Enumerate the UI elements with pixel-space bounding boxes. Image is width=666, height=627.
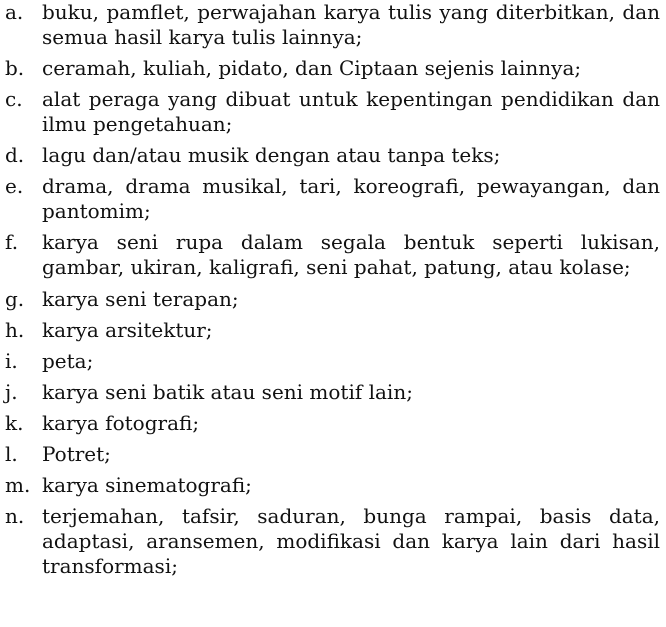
list-marker: f.	[5, 230, 19, 255]
list-marker: i.	[5, 348, 18, 373]
protected-works-list	[5, 0, 660, 579]
list-marker: h.	[5, 317, 25, 342]
list-item-text: drama, drama musikal, tari, koreografi, pewayangan, dan pantomim;	[42, 174, 660, 224]
list-item-text: ceramah, kuliah, pidato, dan Ciptaan sejenis lainnya;	[42, 56, 582, 81]
list-item-j	[5, 380, 660, 405]
list-item-text: buku, pamflet, perwajahan karya tulis yang diterbitkan, dan semua hasil karya tulis lainnya;	[42, 0, 660, 49]
list-item-text: Potret;	[42, 442, 111, 467]
list-item-c	[5, 87, 660, 137]
list-item-k	[5, 411, 660, 436]
list-item-g	[5, 287, 660, 312]
list-item-text: karya arsitektur;	[42, 317, 213, 342]
list-item-l	[5, 442, 660, 467]
list-item-d	[5, 143, 660, 168]
list-marker: e.	[5, 174, 24, 199]
list-marker: m.	[5, 473, 31, 498]
list-item-text: karya seni rupa dalam segala bentuk seperti lukisan, gambar, ukiran, kaligrafi, seni pahat, patung, atau kolase;	[42, 230, 660, 280]
list-marker: a.	[5, 0, 24, 24]
list-item-n	[5, 504, 660, 579]
list-item-text: karya sinematografi;	[42, 473, 252, 498]
list-item-text: karya fotografi;	[42, 410, 200, 435]
list-item-i	[5, 349, 660, 374]
list-item-f	[5, 230, 660, 280]
list-item-e	[5, 174, 660, 224]
list-item-a	[5, 0, 660, 50]
list-item-h	[5, 318, 660, 343]
list-item-m	[5, 473, 660, 498]
list-item-text: terjemahan, tafsir, saduran, bunga rampai, basis data, adaptasi, aransemen, modifikasi dan karya lain dari hasil transformasi;	[42, 504, 660, 579]
list-marker: g.	[5, 286, 25, 311]
list-marker: l.	[5, 442, 18, 467]
list-item-b	[5, 56, 660, 81]
list-marker: n.	[5, 504, 25, 529]
list-marker: k.	[5, 410, 24, 435]
list-item-text: alat peraga yang dibuat untuk kepentingan pendidikan dan ilmu pengetahuan;	[42, 87, 660, 137]
list-item-text: peta;	[42, 348, 94, 373]
list-marker: c.	[5, 87, 23, 112]
list-item-text: karya seni terapan;	[42, 286, 239, 311]
list-item-text: karya seni batik atau seni motif lain;	[42, 379, 413, 404]
list-marker: d.	[5, 143, 25, 168]
list-marker: b.	[5, 56, 25, 81]
list-marker: j.	[5, 379, 18, 404]
list-item-text: lagu dan/atau musik dengan atau tanpa teks;	[42, 143, 501, 168]
